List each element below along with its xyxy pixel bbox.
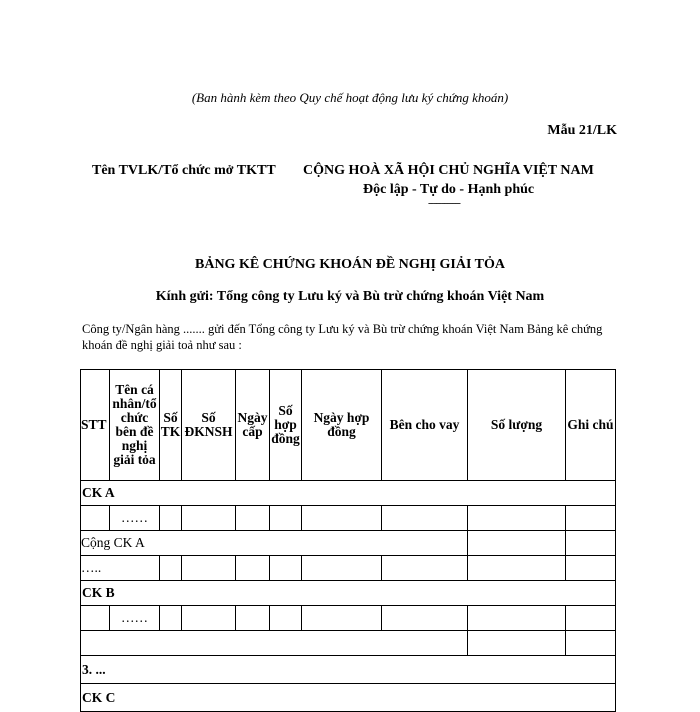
table-cell <box>468 631 566 656</box>
addressee: Kính gửi: Tổng công ty Lưu ký và Bù trừ chứng khoán Việt Nam <box>155 289 545 304</box>
issued-with-note: (Ban hành kèm theo Quy chế hoạt động lưu ký chứng khoán) <box>191 90 509 105</box>
national-motto: Độc lập - Tự do - Hạnh phúc <box>363 182 535 197</box>
table-cell <box>160 606 182 631</box>
header-notes: Ghi chú <box>566 370 616 481</box>
table-cell <box>468 506 566 531</box>
table-row <box>81 606 616 631</box>
table-cell <box>81 631 468 656</box>
group-label: CK B <box>81 581 616 606</box>
table-cell <box>468 606 566 631</box>
table-cell <box>270 506 302 531</box>
securities-table <box>80 369 616 712</box>
header-contract-no: Số hợp đồng <box>270 370 302 481</box>
national-title: CỘNG HOÀ XÃ HỘI CHỦ NGHĨA VIỆT NAM <box>303 163 594 178</box>
table-row <box>81 631 616 656</box>
table-cell <box>270 556 302 581</box>
header-contract-date: Ngày hợp đồng <box>302 370 382 481</box>
table-cell <box>182 556 236 581</box>
table-row <box>81 556 616 581</box>
group-label: CK A <box>81 481 616 506</box>
table-cell <box>302 556 382 581</box>
motto-separator: ------------ <box>428 197 460 209</box>
organization-name: Tên TVLK/Tổ chức mở TKTT <box>92 163 276 178</box>
table-cell <box>160 556 182 581</box>
table-cell <box>382 556 468 581</box>
intro-paragraph: Công ty/Ngân hàng ....... gửi đến Tổng công ty Lưu ký và Bù trừ chứng khoán Việt Nam Bảng kê chứng khoán đề nghị giải toả như sau : <box>82 322 603 352</box>
table-cell <box>236 606 270 631</box>
table-header-row <box>81 370 616 481</box>
table-cell <box>382 606 468 631</box>
table-cell <box>302 506 382 531</box>
table-cell: ….. <box>81 556 160 581</box>
document-title: BẢNG KÊ CHỨNG KHOÁN ĐỀ NGHỊ GIẢI TỎA <box>195 257 505 272</box>
table-cell <box>81 506 110 531</box>
table-cell <box>270 606 302 631</box>
table-cell <box>302 606 382 631</box>
table-cell <box>566 506 616 531</box>
header-party-name: Tên cá nhân/tổ chức bên đề nghị giải tỏa <box>110 370 160 481</box>
header-stt: STT <box>81 370 110 481</box>
form-code: Mẫu 21/LK <box>547 123 617 138</box>
table-cell <box>182 606 236 631</box>
table-cell <box>566 606 616 631</box>
section-label: 3. ... <box>81 656 616 684</box>
header-lender: Bên cho vay <box>382 370 468 481</box>
header-account-no: Số TK <box>160 370 182 481</box>
header-issue-date: Ngày cấp <box>236 370 270 481</box>
table-cell: …… <box>110 606 160 631</box>
table-row <box>81 481 616 506</box>
table-cell <box>468 531 566 556</box>
table-cell <box>236 506 270 531</box>
table-cell <box>81 606 110 631</box>
header-quantity: Số lượng <box>468 370 566 481</box>
table-cell <box>236 556 270 581</box>
table-cell <box>566 531 616 556</box>
table-row <box>81 684 616 712</box>
table-row <box>81 656 616 684</box>
table-cell: …… <box>110 506 160 531</box>
table-cell <box>468 556 566 581</box>
table-cell <box>160 506 182 531</box>
table-cell <box>566 556 616 581</box>
header-registration-no: Số ĐKNSH <box>182 370 236 481</box>
table-cell <box>182 506 236 531</box>
table-row <box>81 581 616 606</box>
table-row <box>81 506 616 531</box>
table-row <box>81 531 616 556</box>
group-label: CK C <box>81 684 616 712</box>
subtotal-label: Cộng CK A <box>81 531 468 556</box>
table-cell <box>382 506 468 531</box>
table-cell <box>566 631 616 656</box>
